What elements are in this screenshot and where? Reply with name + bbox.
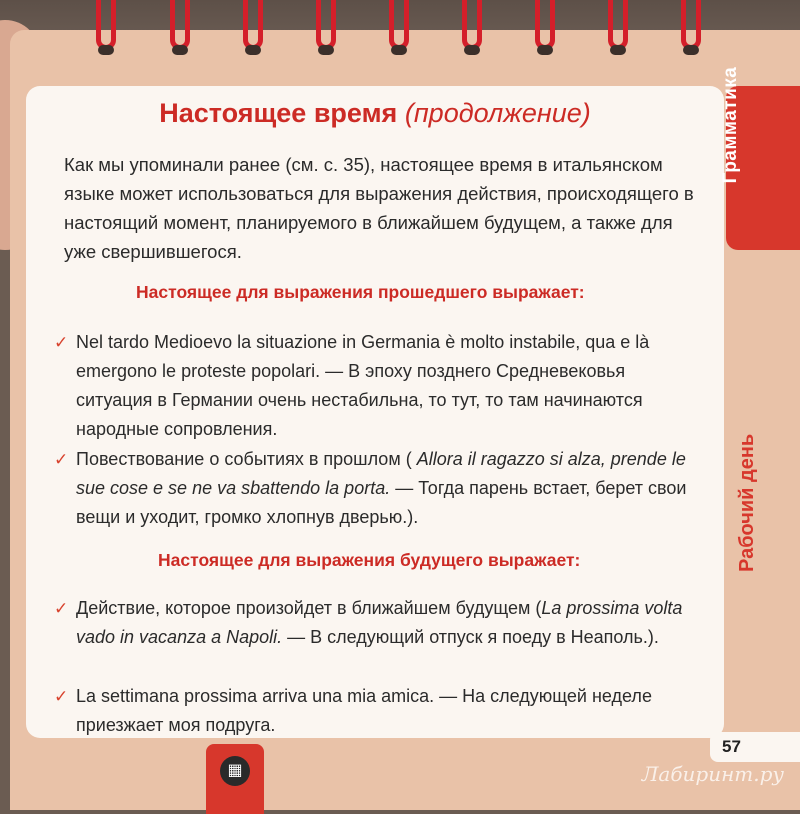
check-icon: ✓ [54,450,69,469]
italian-example: Allora il ragazzo si alza, prende le sue cose e se ne va sbattendo la porta. [76,449,686,498]
italian-example: Nel tardo Medioevo la situazione in Germania è molto instabile, qua e là emergono le proteste popolari. [76,332,650,381]
watermark: Лабиринт.ру [641,762,784,786]
ring [608,0,628,50]
binding-hole [172,45,188,55]
section-heading-past: Настоящее для выражения прошедшего выражает: [136,282,585,302]
tab-grammar[interactable] [720,66,800,250]
binding-hole [537,45,553,55]
ring [535,0,555,50]
list-item [54,445,704,532]
tab-workday-label[interactable]: Рабочий день [736,433,758,572]
item-text-before: Действие, которое произойдет в ближайшем будущем ( [76,598,542,618]
list-item-text [54,682,704,740]
ring [243,0,263,50]
spiral-binding [0,0,800,70]
grid-icon: ▦ [220,756,250,786]
tab-grammar-label: Грамматика [720,66,741,184]
binding-hole [683,45,699,55]
ring [170,0,190,50]
russian-translation: — На следующей неделе приезжает моя подруга. [76,686,652,735]
intro-paragraph: Как мы упоминали ранее (см. с. 35), настоящее время в итальянском языке может использоваться для выражения действия, происходящего в настоящий момент, планируемого в ближайшем будущем, а также для уже свершившегося. [64,154,694,262]
page-number: 57 [710,732,800,762]
binding-hole [464,45,480,55]
italian-example: La prossima volta vado in vacanza a Napoli. [76,598,683,647]
ring [462,0,482,50]
title-main: Настоящее время [159,98,398,128]
ring [96,0,116,50]
item-text-after: — В следующий отпуск я поеду в Неаполь.). [282,627,659,647]
ring [316,0,336,50]
ring [681,0,701,50]
binding-hole [610,45,626,55]
list-item-text [54,594,704,652]
list-item [54,682,704,740]
check-icon: ✓ [54,333,69,352]
title-italic: (продолжение) [404,98,591,128]
binding-hole [245,45,261,55]
binding-hole [98,45,114,55]
item-text-after: — Тогда парень встает, берет свои вещи и уходит, громко хлопнув дверью.). [76,478,687,527]
ring [389,0,409,50]
binding-hole [318,45,334,55]
list-item [54,594,704,652]
list-item [54,328,704,444]
russian-translation: — В эпоху позднего Средневековья ситуация в Германии очень нестабильна, то тут, то там начинаются народные сопровления. [76,361,643,439]
check-icon: ✓ [54,599,69,618]
check-icon: ✓ [54,687,69,706]
item-text-before: Повествование о событиях в прошлом ( [76,449,412,469]
binding-hole [391,45,407,55]
page-title [26,98,724,129]
list-item-text [54,445,704,532]
content-card [26,86,724,738]
section-heading-future: Настоящее для выражения будущего выражает: [158,550,581,570]
list-item-text [54,328,704,444]
italian-example: La settimana prossima arriva una mia amica. [76,686,435,706]
bottom-tab[interactable] [206,744,264,814]
